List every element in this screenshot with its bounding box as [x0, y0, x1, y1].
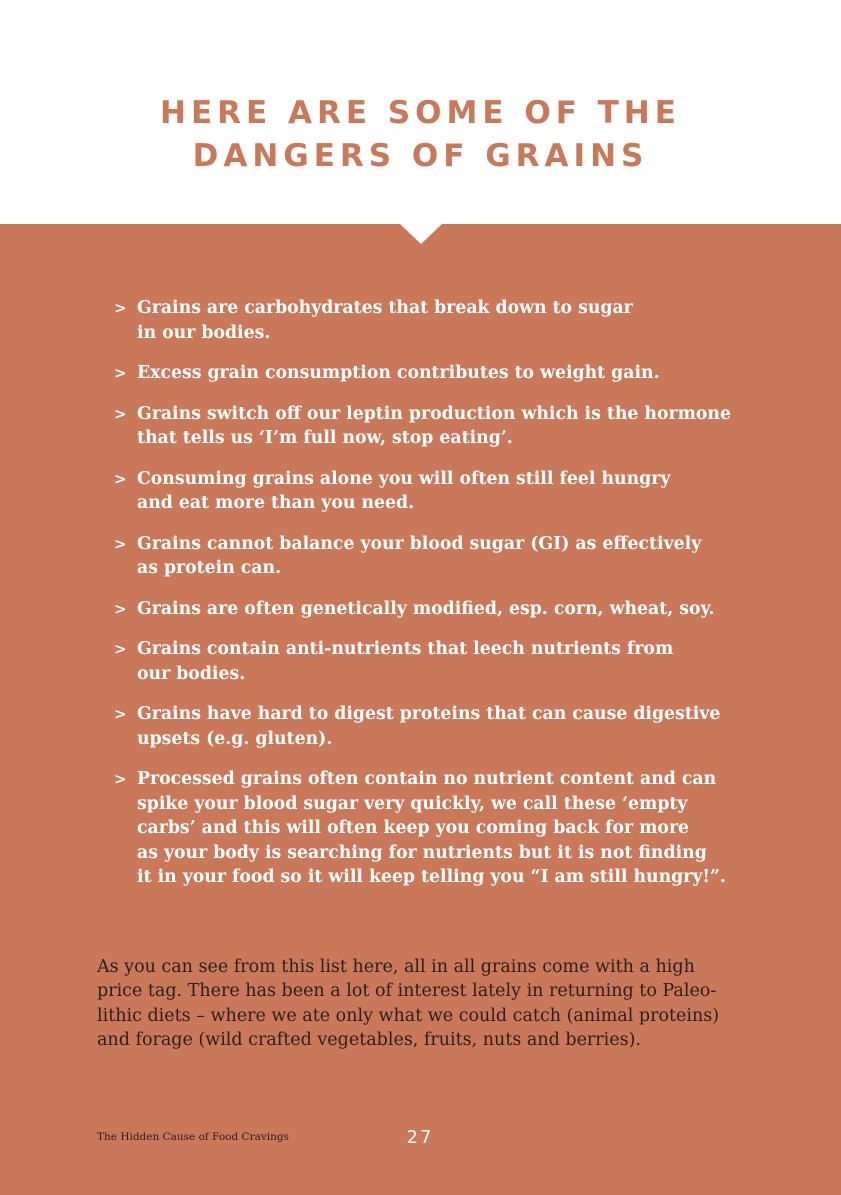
list-item-line: Excess grain consumption contributes to weight gain.	[137, 363, 660, 383]
body-paragraph	[97, 955, 757, 1052]
list-item-line: as your body is searching for nutrients but it is not finding	[137, 842, 707, 863]
list-item-line: Processed grains often contain no nutrient content and can	[137, 769, 717, 789]
list-item-line: in our bodies.	[137, 322, 271, 343]
list-item	[114, 637, 754, 686]
heading-area	[0, 0, 841, 224]
footer-book-title: The Hidden Cause of Food Cravings	[97, 1131, 290, 1143]
chevron-right-icon: >	[114, 770, 127, 788]
list-item	[114, 767, 754, 890]
chevron-right-icon: >	[114, 640, 127, 658]
list-item-line: as protein can.	[137, 558, 282, 578]
paragraph-line: and forage (wild crafted vegetables, fruits, nuts and berries).	[97, 1029, 641, 1050]
list-item	[114, 532, 754, 581]
list-item-line: Consuming grains alone you will often still feel hungry	[137, 468, 671, 489]
chevron-right-icon: >	[114, 705, 127, 723]
paragraph-line: lithic diets – where we ate only what we could catch (animal proteins)	[97, 1005, 720, 1026]
list-item-line: Grains switch off our leptin production which is the hormone	[137, 403, 731, 424]
list-item	[114, 702, 754, 751]
heading-line: DANGERS OF GRAINS	[192, 138, 649, 174]
list-item-line: carbs’ and this will often keep you coming back for more	[137, 818, 690, 838]
page-heading	[0, 92, 841, 178]
list-item-line: Grains cannot balance your blood sugar (GI) as effectively	[137, 533, 702, 554]
list-item-line: spike your blood sugar very quickly, we call these ‘empty	[137, 793, 688, 814]
heading-line: HERE ARE SOME OF THE	[160, 95, 681, 131]
list-item	[114, 597, 754, 622]
list-item-line: that tells us ‘I’m full now, stop eating’.	[137, 428, 513, 448]
chevron-right-icon: >	[114, 469, 127, 488]
page-number: 27	[406, 1127, 434, 1148]
chevron-right-icon: >	[114, 534, 127, 553]
list-item	[114, 402, 754, 451]
list-item	[114, 296, 754, 345]
chevron-right-icon: >	[114, 299, 127, 317]
chevron-right-icon: >	[114, 599, 127, 618]
dangers-list	[114, 296, 754, 906]
list-item-line: Grains are carbohydrates that break down to sugar	[137, 298, 633, 318]
list-item-line: our bodies.	[137, 663, 246, 684]
list-item	[114, 361, 754, 386]
list-item-line: Grains contain anti-nutrients that leech nutrients from	[137, 639, 674, 659]
list-item	[114, 467, 754, 516]
list-item-line: it in your food so it will keep telling you “I am still hungry!”.	[137, 867, 726, 887]
paragraph-line: price tag. There has been a lot of interest lately in returning to Paleo-	[97, 981, 717, 1002]
list-item-line: Grains have hard to digest proteins that can cause digestive	[137, 704, 721, 724]
list-item-line: Grains are often genetically modified, esp. corn, wheat, soy.	[137, 598, 715, 619]
content-panel	[0, 224, 841, 1195]
chevron-right-icon: >	[114, 404, 127, 423]
list-item-line: upsets (e.g. gluten).	[137, 728, 333, 749]
chevron-right-icon: >	[114, 364, 127, 382]
panel-notch	[400, 224, 442, 244]
paragraph-line: As you can see from this list here, all in all grains come with a high	[97, 957, 695, 977]
list-item-line: and eat more than you need.	[137, 493, 415, 513]
